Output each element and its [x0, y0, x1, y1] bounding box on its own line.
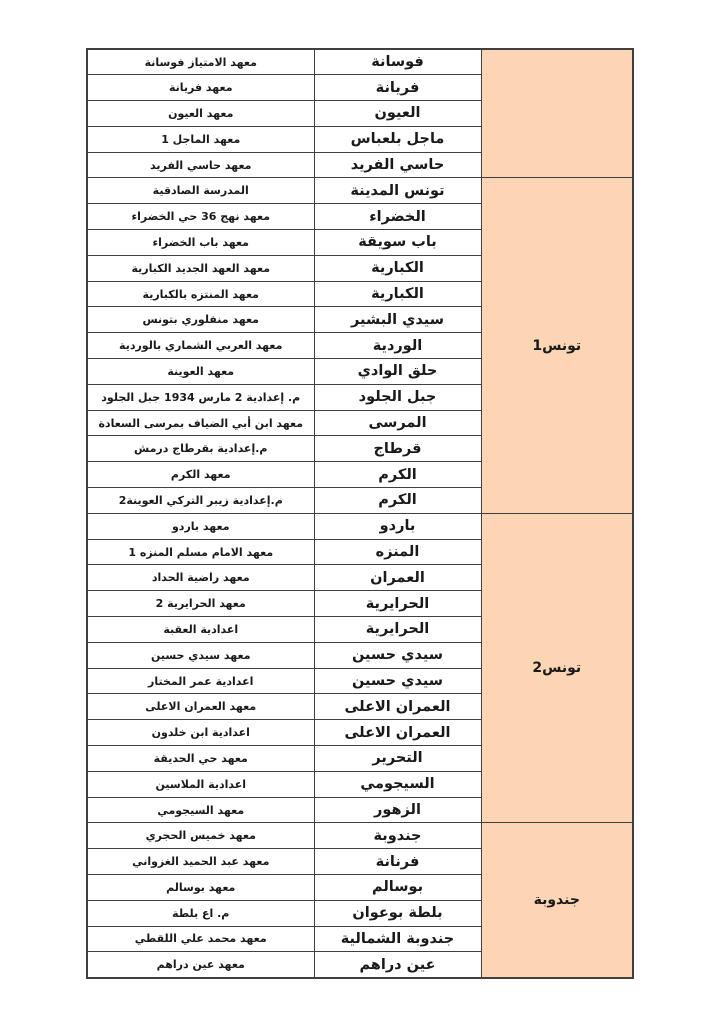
institute-cell: معهد ابن أبي الضياف بمرسى السعادة — [87, 410, 314, 436]
institute-cell: م.إعدادية بقرطاج درمش — [87, 436, 314, 462]
delegation-cell: بوسالم — [314, 875, 481, 901]
delegation-cell: عين دراهم — [314, 952, 481, 978]
delegation-cell: العيون — [314, 101, 481, 127]
delegation-cell: حاسي الفريد — [314, 152, 481, 178]
institute-cell: معهد السيجومي — [87, 797, 314, 823]
institute-cell: معهد راضية الحداد — [87, 565, 314, 591]
delegation-cell: الكبارية — [314, 281, 481, 307]
institute-cell: م.إعدادية زيبر التركي العوينة2 — [87, 488, 314, 514]
institute-cell: م. اع بلطة — [87, 900, 314, 926]
institute-cell: معهد العيون — [87, 101, 314, 127]
institute-cell: معهد باب الخضراء — [87, 230, 314, 256]
institute-cell: معهد منفلوري بتونس — [87, 307, 314, 333]
institute-cell: معهد الحرايرية 2 — [87, 591, 314, 617]
institute-cell: معهد باردو — [87, 513, 314, 539]
region-cell: تونس1 — [481, 178, 633, 513]
institute-cell: م. إعدادية 2 مارس 1934 جبل الجلود — [87, 384, 314, 410]
schools-table-body — [87, 49, 633, 978]
institute-cell: معهد حي الحديقة — [87, 746, 314, 772]
institute-cell: معهد الامتياز فوسانة — [87, 49, 314, 75]
region-cell: تونس2 — [481, 513, 633, 823]
delegation-cell: التحرير — [314, 746, 481, 772]
delegation-cell: الزهور — [314, 797, 481, 823]
delegation-cell: بلطة بوعوان — [314, 900, 481, 926]
delegation-cell: المرسى — [314, 410, 481, 436]
delegation-cell: فرنانة — [314, 849, 481, 875]
delegation-cell: باردو — [314, 513, 481, 539]
institute-cell: معهد حاسي الفريد — [87, 152, 314, 178]
institute-cell: معهد بوسالم — [87, 875, 314, 901]
institute-cell: اعدادية عمر المختار — [87, 668, 314, 694]
institute-cell: معهد خميس الحجري — [87, 823, 314, 849]
delegation-cell: الخضراء — [314, 204, 481, 230]
institute-cell: معهد الكرم — [87, 462, 314, 488]
delegation-cell: ماجل بلعباس — [314, 126, 481, 152]
delegation-cell: فريانة — [314, 75, 481, 101]
delegation-cell: الحرايرية — [314, 617, 481, 643]
delegation-cell: الكرم — [314, 488, 481, 514]
region-cell — [481, 49, 633, 178]
institute-cell: معهد عين دراهم — [87, 952, 314, 978]
delegation-cell: تونس المدينة — [314, 178, 481, 204]
institute-cell: معهد العمران الاعلى — [87, 694, 314, 720]
delegation-cell: الكرم — [314, 462, 481, 488]
institute-cell: معهد محمد علي اللقطي — [87, 926, 314, 952]
table-row — [87, 178, 633, 204]
institute-cell: معهد الامام مسلم المنزه 1 — [87, 539, 314, 565]
institute-cell: اعدادية الملاسين — [87, 771, 314, 797]
delegation-cell: جبل الجلود — [314, 384, 481, 410]
institute-cell: معهد المنتزه بالكبارية — [87, 281, 314, 307]
delegation-cell: جندوبة الشمالية — [314, 926, 481, 952]
delegation-cell: العمران الاعلى — [314, 694, 481, 720]
institute-cell: معهد العوينة — [87, 359, 314, 385]
table-row — [87, 513, 633, 539]
institute-cell: معهد فريانة — [87, 75, 314, 101]
institute-cell: معهد الماجل 1 — [87, 126, 314, 152]
institute-cell: معهد نهج 36 حي الخضراء — [87, 204, 314, 230]
region-cell: جندوبة — [481, 823, 633, 978]
institute-cell: اعدادية ابن خلدون — [87, 720, 314, 746]
delegation-cell: سيدي حسين — [314, 668, 481, 694]
delegation-cell: السيجومي — [314, 771, 481, 797]
schools-table — [86, 48, 634, 979]
delegation-cell: الوردية — [314, 333, 481, 359]
delegation-cell: الحرايرية — [314, 591, 481, 617]
delegation-cell: فوسانة — [314, 49, 481, 75]
table-row — [87, 823, 633, 849]
institute-cell: اعدادية العقبة — [87, 617, 314, 643]
institute-cell: المدرسة الصادقية — [87, 178, 314, 204]
delegation-cell: قرطاج — [314, 436, 481, 462]
delegation-cell: باب سويقة — [314, 230, 481, 256]
institute-cell: معهد العربي الشماري بالوردية — [87, 333, 314, 359]
delegation-cell: جندوبة — [314, 823, 481, 849]
table-row — [87, 49, 633, 75]
delegation-cell: حلق الوادي — [314, 359, 481, 385]
delegation-cell: سيدي البشير — [314, 307, 481, 333]
delegation-cell: سيدي حسين — [314, 642, 481, 668]
institute-cell: معهد سيدي حسين — [87, 642, 314, 668]
delegation-cell: العمران الاعلى — [314, 720, 481, 746]
institute-cell: معهد العهد الجديد الكبارية — [87, 255, 314, 281]
delegation-cell: العمران — [314, 565, 481, 591]
institute-cell: معهد عبد الحميد الغزواني — [87, 849, 314, 875]
delegation-cell: المنزه — [314, 539, 481, 565]
delegation-cell: الكبارية — [314, 255, 481, 281]
